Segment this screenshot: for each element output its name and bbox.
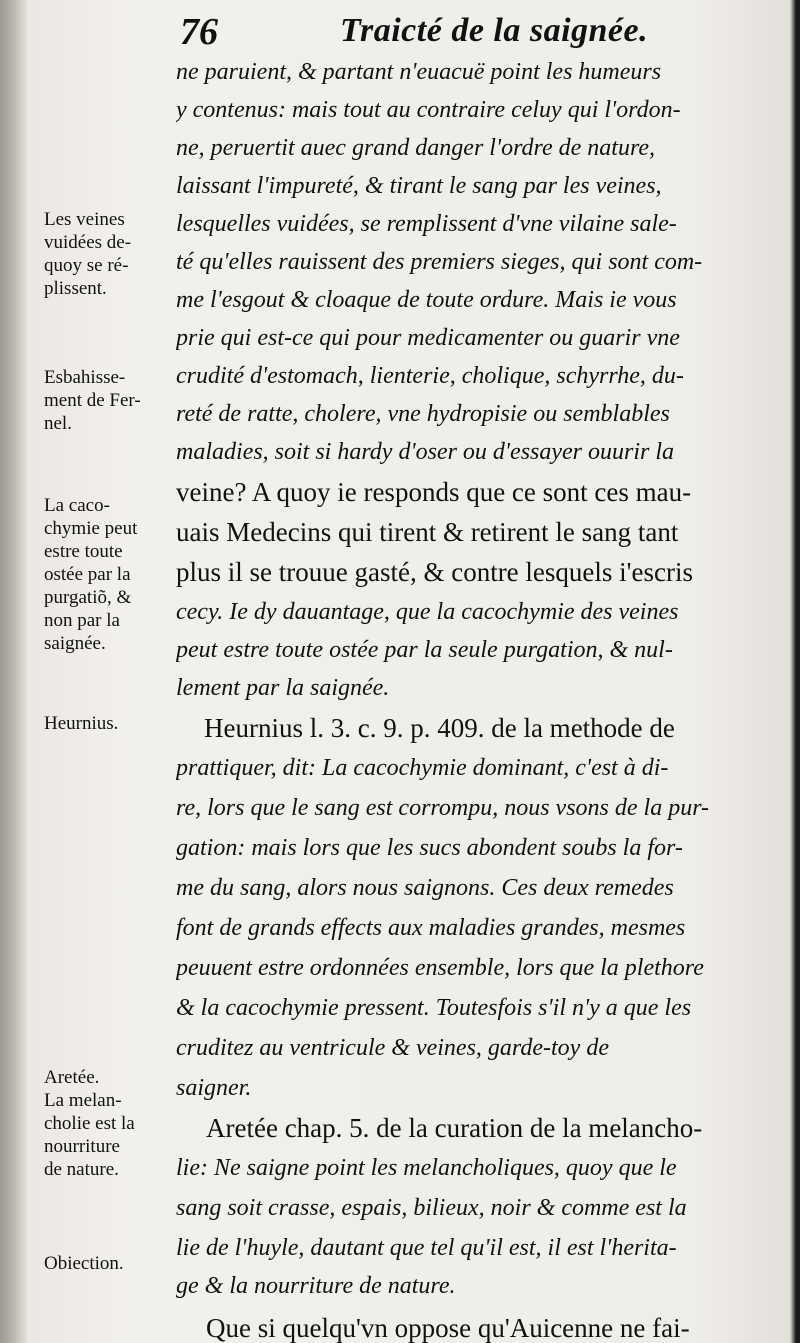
margin-note-line: purgatiõ, & [44, 587, 132, 608]
text-line: re, lors que le sang est corrompu, nous vsons de la pur- [176, 795, 710, 821]
text-line: peut estre toute ostée par la seule purgation, & nul- [176, 637, 673, 663]
text-line: gation: mais lors que les sucs abondent soubs la for- [176, 835, 683, 861]
text-line: ge & la nourriture de nature. [176, 1273, 456, 1299]
text-line: uais Medecins qui tirent & retirent le sang tant [176, 517, 679, 547]
text-line: sang soit crasse, espais, bilieux, noir & comme est la [176, 1195, 687, 1221]
text-line: lesquelles vuidées, se remplissent d'vne vilaine sale- [176, 211, 677, 237]
margin-note [44, 1066, 176, 1181]
margin-note-line: de nature. [44, 1159, 119, 1180]
text-line: Heurnius l. 3. c. 9. p. 409. de la methode de [204, 713, 675, 743]
text-line: laissant l'impureté, & tirant le sang par les veines, [176, 173, 662, 199]
text-line: crudité d'estomach, lienterie, cholique, schyrrhe, du- [176, 363, 684, 389]
text-line: & la cacochymie pressent. Toutesfois s'il n'y a que les [176, 995, 692, 1021]
text-line: prie qui est-ce qui pour medicamenter ou guarir vne [176, 325, 680, 351]
margin-note [44, 1252, 176, 1275]
margin-note-line: La caco- [44, 495, 110, 516]
text-line: saigner. [176, 1075, 252, 1101]
margin-note-line: ment de Fer- [44, 390, 141, 411]
text-line: Aretée chap. 5. de la curation de la melancho- [206, 1113, 703, 1143]
text-line: té qu'elles rauissent des premiers sieges, qui sont com- [176, 249, 703, 275]
margin-note-line: Aretée. [44, 1067, 100, 1088]
text-line: cecy. Ie dy dauantage, que la cacochymie des veines [176, 599, 679, 625]
text-line: maladies, soit si hardy d'oser ou d'essayer ouurir la [176, 439, 675, 465]
text-line: lie de l'huyle, dautant que tel qu'il est, il est l'herita- [176, 1235, 677, 1261]
text-line: me du sang, alors nous saignons. Ces deux remedes [176, 875, 674, 901]
text-line: y contenus: mais tout au contraire celuy qui l'ordon- [176, 97, 681, 123]
margin-note-line: La melan- [44, 1090, 122, 1111]
margin-note-line: chymie peut [44, 518, 138, 539]
margin-note-line: vuidées de- [44, 232, 132, 253]
margin-note [44, 208, 176, 300]
margin-note-line: Esbahisse- [44, 367, 126, 388]
margin-note-line: ostée par la [44, 564, 131, 585]
text-line: peuuent estre ordonnées ensemble, lors que la plethore [176, 955, 704, 981]
margin-note-line: Les veines [44, 209, 125, 230]
margin-note-line: Heurnius. [44, 713, 119, 734]
margin-note [44, 494, 176, 655]
margin-note-line: Obiection. [44, 1253, 124, 1274]
margin-note-line: quoy se ré- [44, 255, 129, 276]
text-line: lement par la saignée. [176, 675, 390, 701]
margin-note-line: cholie est la [44, 1113, 135, 1134]
margin-note-line: saignée. [44, 633, 106, 654]
text-line: plus il se trouue gasté, & contre lesquels i'escris [176, 557, 693, 587]
text-line: cruditez au ventricule & veines, garde-toy de [176, 1035, 609, 1061]
running-title: Traicté de la saignée. [340, 12, 649, 49]
margin-note [44, 712, 176, 735]
margin-note-line: estre toute [44, 541, 123, 562]
text-line: font de grands effects aux maladies grandes, mesmes [176, 915, 686, 941]
margin-note-line: plissent. [44, 278, 107, 299]
text-line: me l'esgout & cloaque de toute ordure. Mais ie vous [176, 287, 677, 313]
text-line: Que si quelqu'vn oppose qu'Auicenne ne fai- [206, 1313, 690, 1343]
page-header [180, 10, 790, 56]
gutter-shadow [0, 0, 28, 1343]
text-line: ne paruient, & partant n'euacuë point les humeurs [176, 59, 662, 85]
margin-note-line: nel. [44, 413, 72, 434]
text-line: lie: Ne saigne point les melancholiques, quoy que le [176, 1155, 677, 1181]
margin-note-line: non par la [44, 610, 120, 631]
text-line: reté de ratte, cholere, vne hydropisie ou semblables [176, 401, 670, 427]
page-number: 76 [180, 11, 218, 53]
margin-note-line: nourriture [44, 1136, 120, 1157]
margin-note [44, 366, 176, 435]
text-line: prattiquer, dit: La cacochymie dominant, c'est à di- [176, 755, 669, 781]
text-line: veine? A quoy ie responds que ce sont ces mau- [176, 477, 692, 507]
text-line: ne, peruertit auec grand danger l'ordre de nature, [176, 135, 656, 161]
